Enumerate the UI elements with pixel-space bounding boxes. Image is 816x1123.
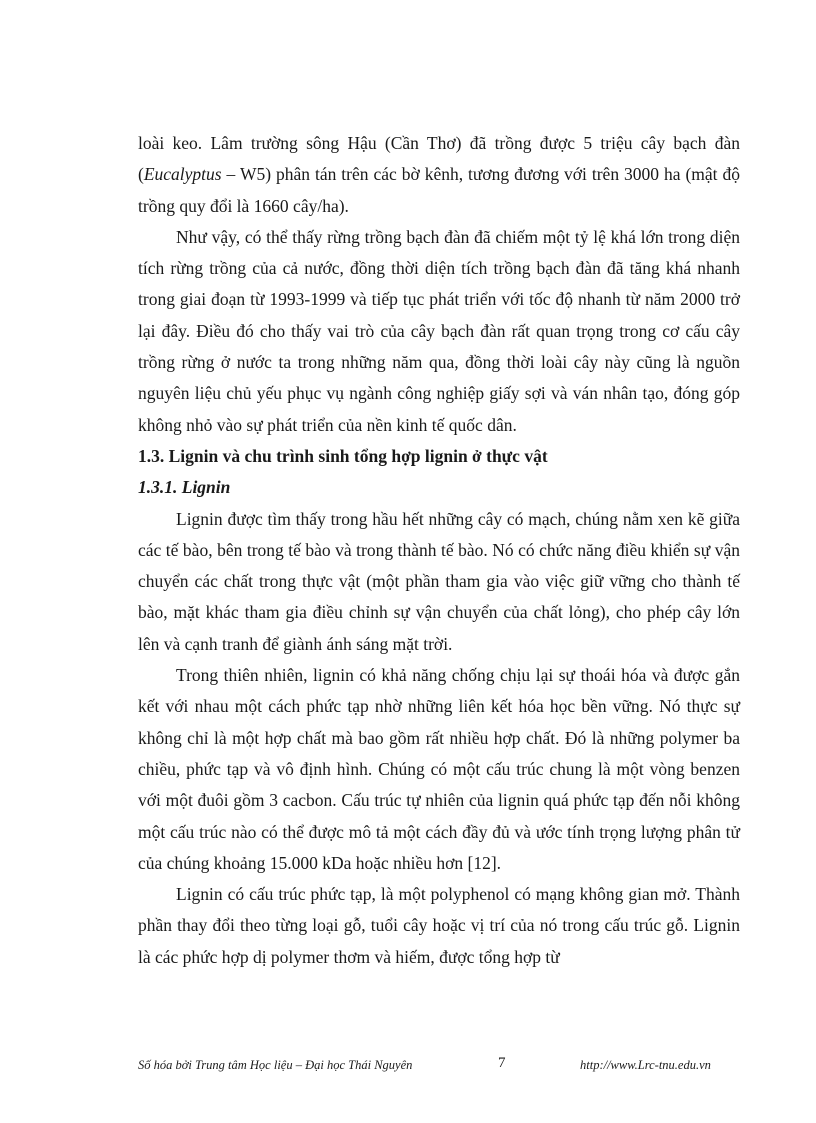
page-number: 7 [498, 1055, 506, 1071]
paragraph-text: loài keo. Lâm trường sông Hậu (Cần Thơ) đã trồng được 5 triệu cây bạch đàn ( [138, 133, 740, 185]
document-page [138, 128, 740, 973]
paragraph-eucalyptus-role: Như vậy, có thể thấy rừng trồng bạch đàn đã chiếm một tỷ lệ khá lớn trong diện tích rừng trồng của cả nước, đồng thời diện tích trồng bạch đàn đã tăng khá nhanh trong giai đoạn từ 1993-1999 và tiếp tục phát triển với tốc độ nhanh từ năm 2000 trở lại đây. Điều đó cho thấy vai trò của cây bạch đàn rất quan trọng trong cơ cấu cây trồng rừng ở nước ta trong những năm qua, đồng thời loài cây này cũng là nguồn nguyên liệu chủ yếu phục vụ ngành công nghiệp giấy sợi và ván nhân tạo, đóng góp không nhỏ vào sự phát triển của nền kinh tế quốc dân. [138, 226, 740, 435]
footer-url: http://www.Lrc-tnu.edu.vn [580, 1058, 711, 1072]
paragraph-lignin-location: Lignin được tìm thấy trong hầu hết những cây có mạch, chúng nằm xen kẽ giữa các tế bào, bên trong tế bào và trong thành tế bào. Nó có chức năng điều khiển sự vận chuyển các chất trong thực vật (một phần tham gia vào việc giữ vững cho thành tế bào, mặt khác tham gia điều chỉnh sự vận chuyển của chất lỏng), cho phép cây lớn lên và cạnh tranh để giành ánh sáng mặt trời. [138, 508, 740, 654]
footer-source: Số hóa bởi Trung tâm Học liệu – Đại học Thái Nguyên [138, 1058, 413, 1072]
paragraph-lignin-structure: Lignin có cấu trúc phức tạp, là một polyphenol có mạng không gian mở. Thành phần thay đổi theo từng loại gỗ, tuổi cây hoặc vị trí của nó trong cấu trúc gỗ. Lignin là các phức hợp dị polymer thơm và hiếm, được tổng hợp từ [138, 884, 740, 967]
species-name: Eucalyptus [143, 164, 222, 185]
paragraph-text: – W5) phân tán trên các bờ kênh, tương đương với trên 3000 ha (mật độ trồng quy đổi là 1660 cây/ha). [138, 164, 740, 216]
paragraph-eucalyptus-planting [138, 128, 740, 222]
subsection-heading: 1.3.1. Lignin [138, 477, 231, 498]
section-heading: 1.3. Lignin và chu trình sinh tổng hợp lignin ở thực vật [138, 445, 548, 466]
paragraph-lignin-nature: Trong thiên nhiên, lignin có khả năng chống chịu lại sự thoái hóa và được gắn kết với nhau một cách phức tạp nhờ những liên kết hóa học bền vững. Nó thực sự không chỉ là một hợp chất mà bao gồm rất nhiều hợp chất. Đó là những polymer ba chiều, phức tạp và vô định hình. Chúng có một cấu trúc chung là một vòng benzen với một đuôi gồm 3 cacbon. Cấu trúc tự nhiên của lignin quá phức tạp đến nỗi không một cấu trúc nào có thể được mô tả một cách đầy đủ và ước tính trọng lượng phân tử của chúng khoảng 15.000 kDa hoặc nhiều hơn [12]. [138, 665, 740, 873]
